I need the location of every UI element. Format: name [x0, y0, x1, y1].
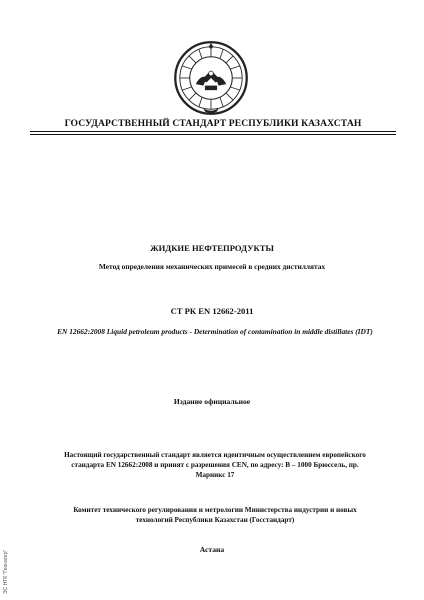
- document-title: ЖИДКИЕ НЕФТЕПРОДУКТЫ: [150, 243, 274, 253]
- state-standard-header: ГОСУДАРСТВЕННЫЙ СТАНДАРТ РЕСПУБЛИКИ КАЗАХСТАН: [64, 118, 362, 129]
- adoption-notice: Настоящий государственный стандарт является идентичным осуществлением европейского стандарта EN 12662:2008 и принят с разрешения CEN, по адресу: B – 1000 Брюссель, пр. Марникс 17: [64, 451, 366, 479]
- english-title: EN 12662:2008 Liquid petroleum products - Determination of contamination in middle distillates (IDT): [57, 327, 373, 336]
- state-emblem-icon: [173, 40, 249, 116]
- side-watermark: ЭС НТК "Геонатер": [3, 549, 9, 594]
- document-subtitle: Метод определения механических примесей в средних дистиллятах: [98, 262, 326, 271]
- publication-city: Астана: [199, 545, 225, 554]
- issuing-committee: Комитет технического регулирования и метрологии Министерства индустрии и новых технологий Республики Казахстан (Госстандарт): [73, 506, 357, 524]
- header-rule-thin: [30, 134, 396, 135]
- standard-code: СТ РК EN 12662-2011: [170, 306, 254, 316]
- header-rule-thick: [30, 131, 396, 132]
- edition-label: Издание официальное: [173, 397, 251, 406]
